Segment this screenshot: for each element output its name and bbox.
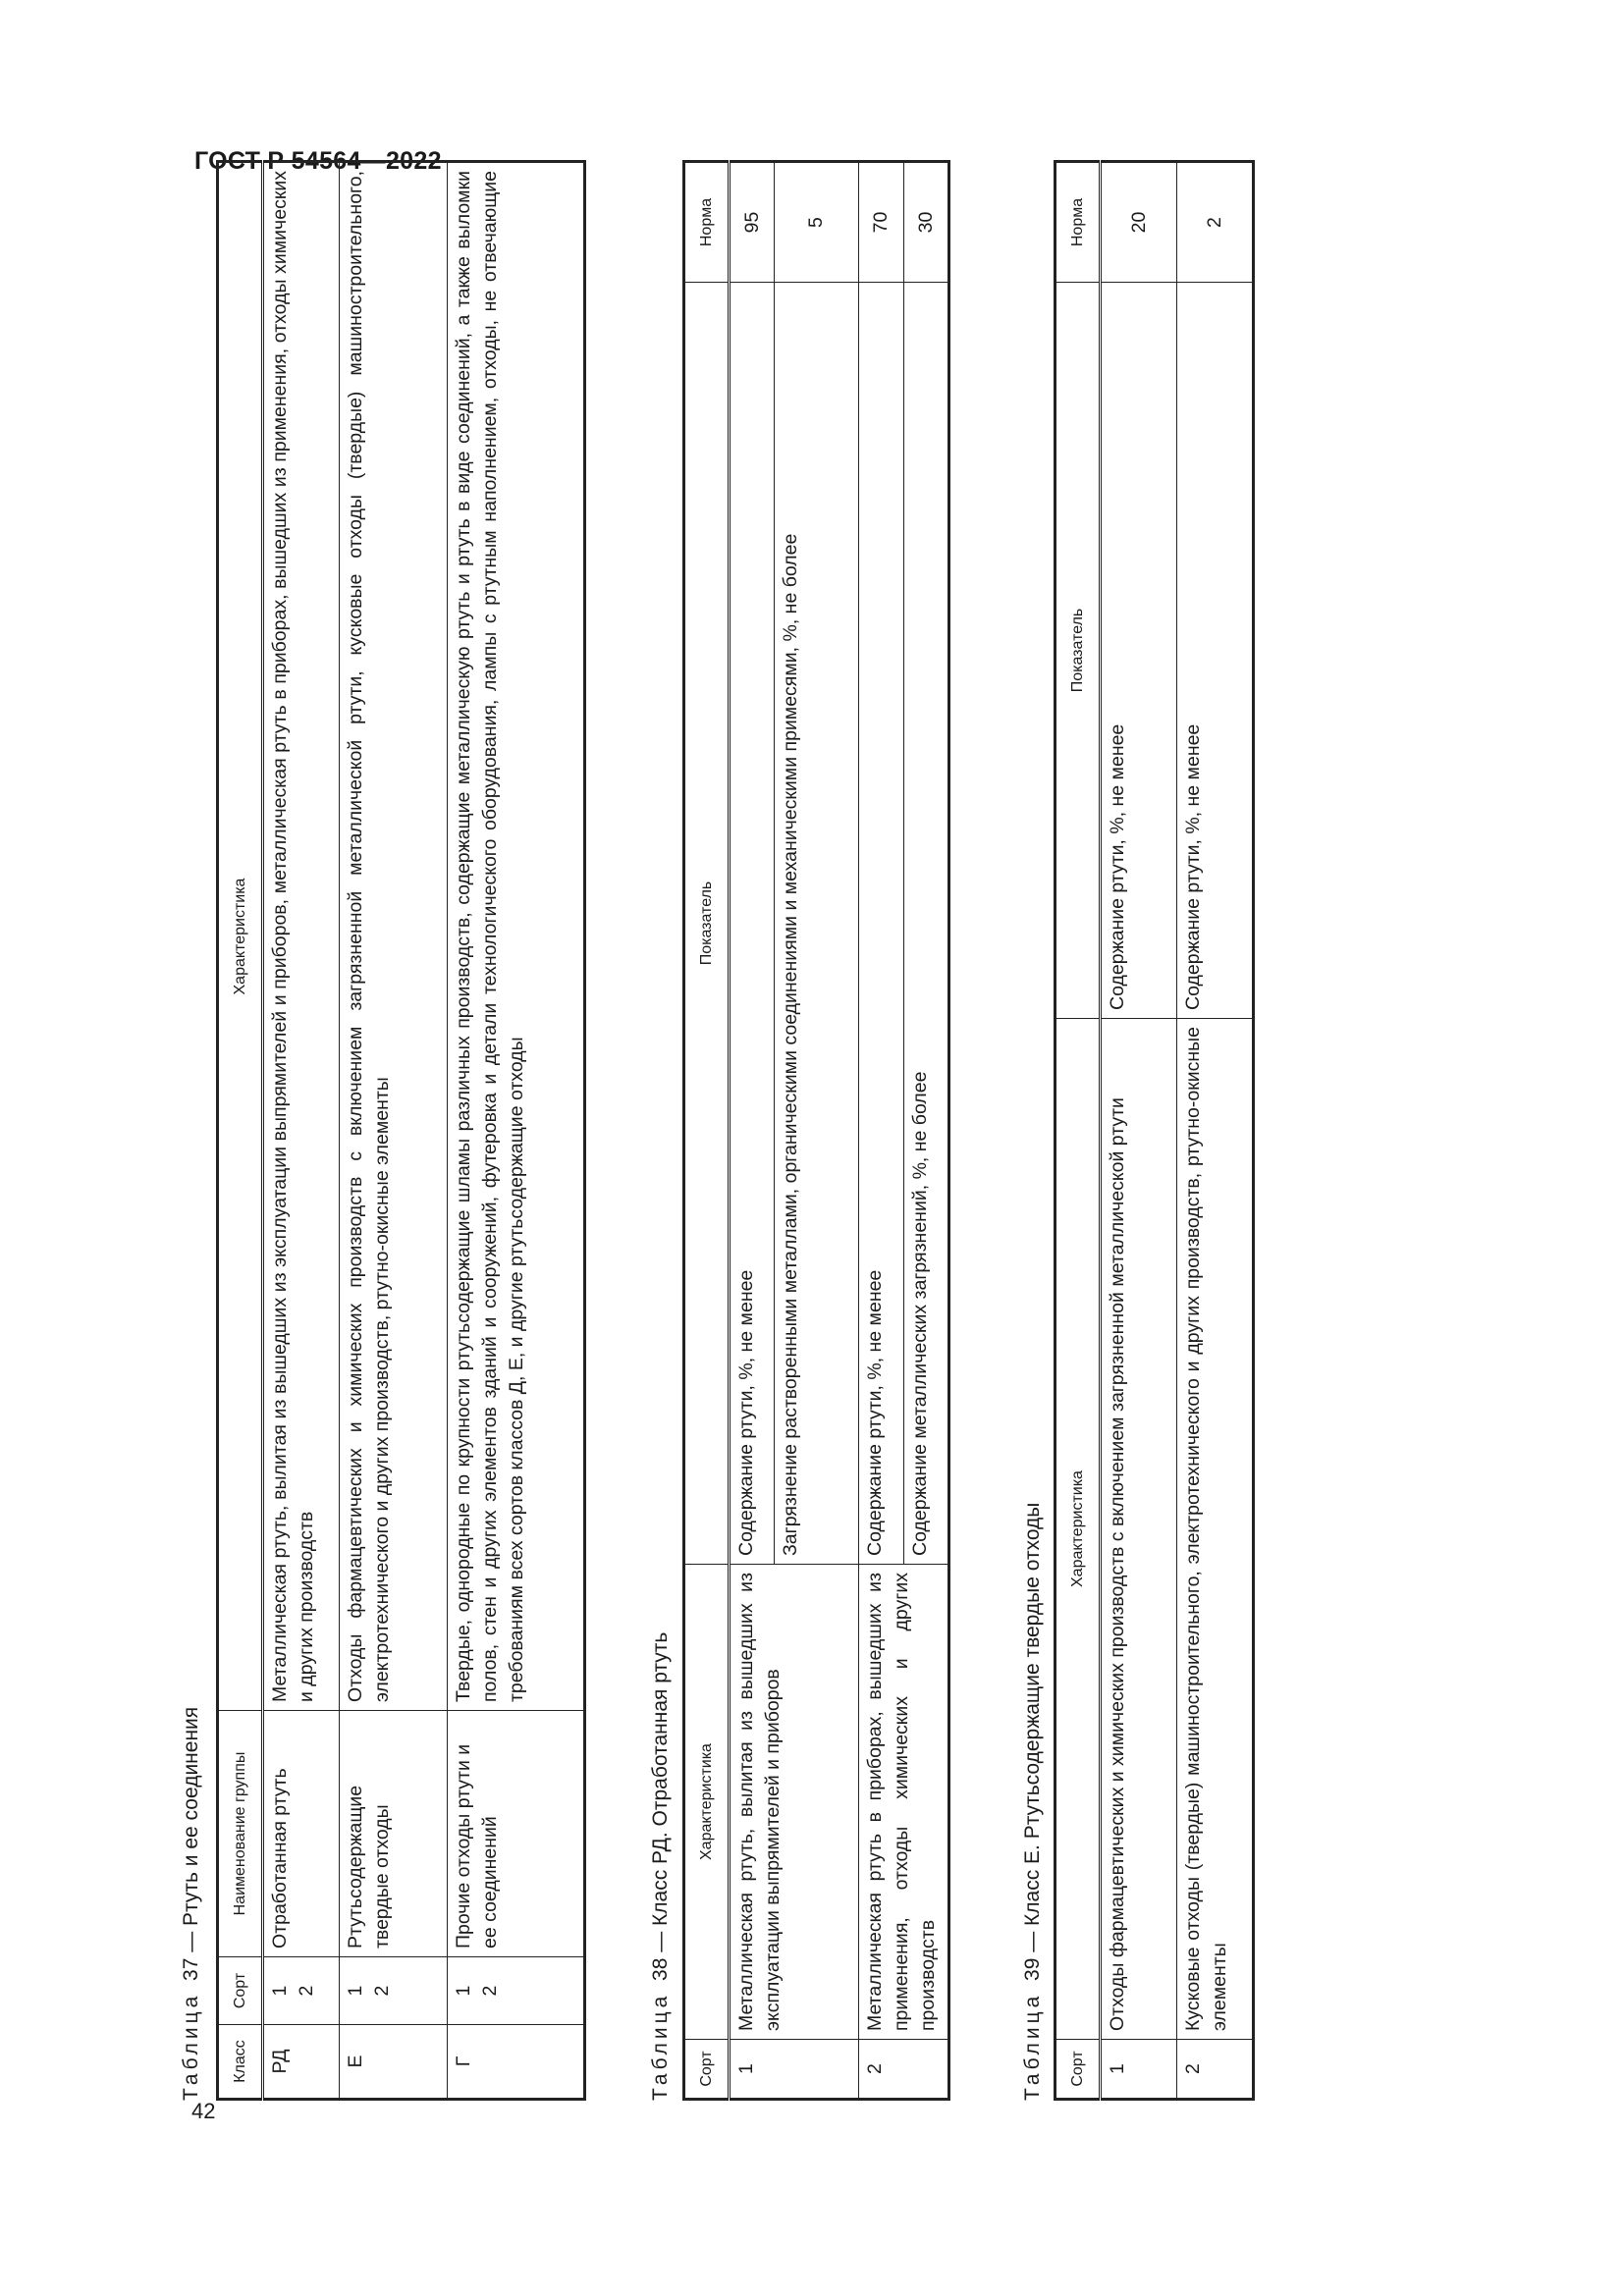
- table-row: [448, 162, 585, 2100]
- t37-sort: 1 2: [340, 1957, 448, 2025]
- table-row: [340, 162, 448, 2100]
- caption-text: 38 — Класс РД. Отработанная ртуть: [649, 1631, 672, 1981]
- table-row: [263, 162, 340, 2100]
- t37-header-sort: Сорт: [218, 1957, 263, 2025]
- t37-header-desc: Характеристика: [218, 162, 263, 1711]
- t39-desc: Кусковые отходы (твердые) машиностроительного, электротехнического и других производств, ртутно-окисные элементы: [1177, 1019, 1254, 2040]
- rotated-content: [172, 128, 1262, 2101]
- t37-class: РД: [263, 2025, 340, 2100]
- t37-desc: Металлическая ртуть, вылитая из вышедших из эксплуатации выпрямителей и приборов, металлическая ртуть в приборах, вышедших из применения, отходы химических и других производств: [263, 162, 340, 1711]
- t37-header-class: Класс: [218, 2025, 263, 2100]
- t38-sort: 1: [730, 2040, 859, 2100]
- caption-prefix: Таблица: [649, 1992, 672, 2101]
- t38-header-sort: Сорт: [684, 2040, 730, 2100]
- t38-desc: Металлическая ртуть в приборах, вышедших из применения, отходы химических и других производств: [859, 1565, 949, 2040]
- caption-text: 39 — Класс Е. Ртутьсодержащие твердые отходы: [1021, 1502, 1044, 1981]
- t39-norm: 20: [1101, 162, 1177, 283]
- t38-norm: 70: [859, 162, 904, 283]
- t37-class: Г: [448, 2025, 585, 2100]
- t38-indicator: Загрязнение растворенными металлами, органическими соединениями и механическими примесями, %, не более: [775, 283, 859, 1565]
- table-row: [1177, 162, 1254, 2100]
- document-header: ГОСТ Р 54564—2022: [194, 147, 442, 175]
- t39-header-desc: Характеристика: [1056, 1019, 1101, 2040]
- t37-group: Отработанная ртуть: [263, 1711, 340, 1957]
- t39-desc: Отходы фармацевтических и химических производств с включением загрязненной металлической ртути: [1101, 1019, 1177, 2040]
- table-row: [859, 162, 904, 2100]
- t38-indicator: Содержание металлических загрязнений, %, не более: [904, 283, 949, 1565]
- table-row: [1101, 162, 1177, 2100]
- t37-class: Е: [340, 2025, 448, 2100]
- table-39: [1054, 160, 1255, 2101]
- t39-norm: 2: [1177, 162, 1254, 283]
- t38-sort: 2: [859, 2040, 949, 2100]
- page-number: 42: [191, 2099, 216, 2123]
- t38-norm: 5: [775, 162, 859, 283]
- t39-indicator: Содержание ртути, %, не менее: [1101, 283, 1177, 1019]
- t39-sort: 1: [1101, 2040, 1177, 2100]
- t37-sort: 1 2: [263, 1957, 340, 2025]
- table-row: [730, 162, 775, 2100]
- t38-header-norm: Норма: [684, 162, 730, 283]
- t39-sort: 2: [1177, 2040, 1254, 2100]
- table-39-caption: [1021, 1503, 1045, 2101]
- table-38: [682, 160, 950, 2101]
- caption-prefix: Таблица: [180, 1992, 202, 2101]
- t37-group: Прочие отходы ртути и ее соединений: [448, 1711, 585, 1957]
- t38-desc: Металлическая ртуть, вылитая из вышедших из эксплуатации выпрямителей и приборов: [730, 1565, 859, 2040]
- t37-group: Ртутьсодержащие твердые отходы: [340, 1711, 448, 1957]
- t38-header-desc: Характеристика: [684, 1565, 730, 2040]
- t37-sort: 1 2: [448, 1957, 585, 2025]
- t37-desc: Твердые, однородные по крупности ртутьсодержащие шламы различных производств, содержащие металлическую ртуть и ртуть в виде соединений, а также выломки полов, стен и других элементов зданий и сооружений, футеровка и детали технологического оборудования, лампы с ртутным наполнением, отходы, не отвечающие требованиям всех сортов классов Д, Е, и другие ртутьсодержащие отходы: [448, 162, 585, 1711]
- t39-indicator: Содержание ртути, %, не менее: [1177, 283, 1254, 1019]
- t38-indicator: Содержание ртути, %, не менее: [859, 283, 904, 1565]
- table-38-caption: [649, 1632, 673, 2101]
- t38-header-indicator: Показатель: [684, 283, 730, 1565]
- t37-header-group: Наименование группы: [218, 1711, 263, 1957]
- caption-prefix: Таблица: [1021, 1992, 1044, 2101]
- t39-header-norm: Норма: [1056, 162, 1101, 283]
- t38-indicator: Содержание ртути, %, не менее: [730, 283, 775, 1565]
- table-37: [216, 160, 586, 2101]
- t39-header-sort: Сорт: [1056, 2040, 1101, 2100]
- t38-norm: 30: [904, 162, 949, 283]
- table-37-caption: [180, 1707, 203, 2101]
- t38-norm: 95: [730, 162, 775, 283]
- t37-desc: Отходы фармацевтических и химических производств с включением загрязненной металлической ртути, кусковые отходы (твердые) машиностроительного, электротехнического и других производств, ртутно-окисные элементы: [340, 162, 448, 1711]
- caption-text: 37 — Ртуть и ее соединения: [180, 1706, 202, 1981]
- t39-header-indicator: Показатель: [1056, 283, 1101, 1019]
